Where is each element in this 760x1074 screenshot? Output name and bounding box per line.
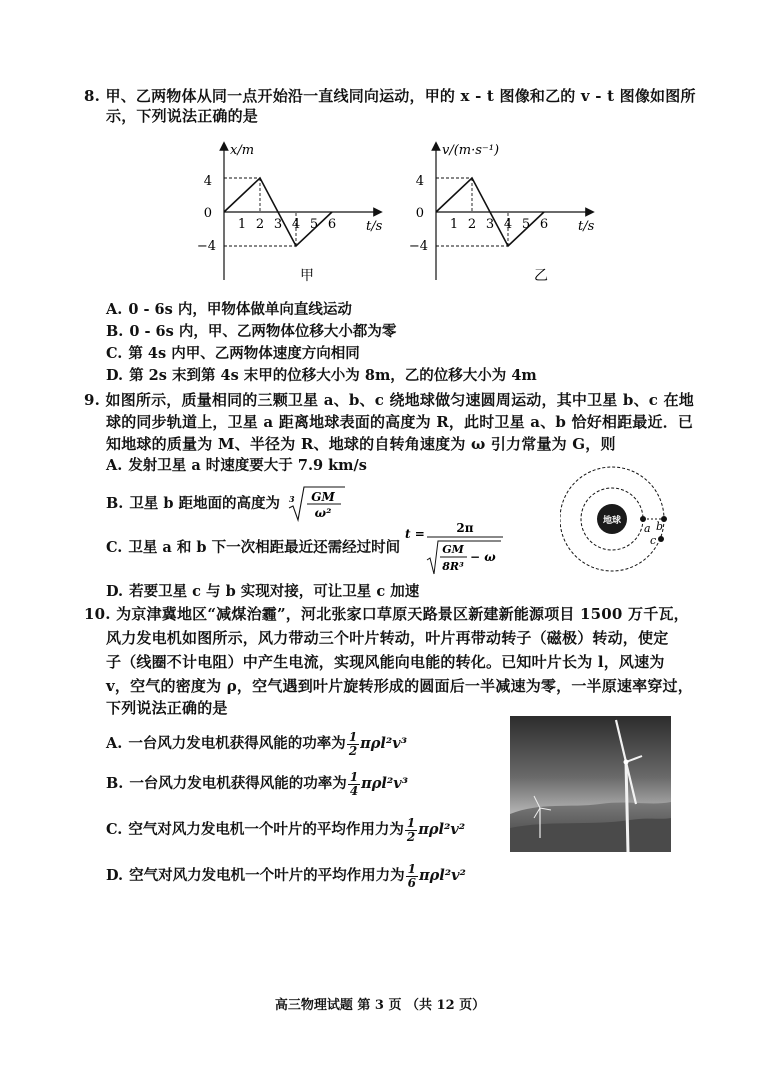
g2-xtick-2: 2 (467, 217, 477, 232)
q10-stem-line1 (84, 604, 689, 624)
q9-option-a-label: A. (106, 457, 123, 474)
q9-option-b-label: B. (106, 495, 124, 512)
q10-option-a-label: A. (106, 735, 123, 752)
q9-option-c-t-eq: t = (405, 527, 425, 541)
q9-option-a-text: 发射卫星 a 时速度要大于 7.9 km/s (128, 457, 367, 474)
g1-xtick-4: 4 (291, 217, 301, 232)
q9-option-c-text: 卫星 a 和 b 下一次相距最近还需经过时间 (128, 539, 401, 556)
q8-yi-caption: 乙 (534, 268, 548, 284)
q8-option-a-label: A. (106, 301, 123, 318)
q10-option-d[interactable] (106, 856, 466, 896)
g1-xtick-6: 6 (327, 217, 337, 232)
q9-option-c-inner-numer: GM (442, 543, 464, 556)
q8-option-a-text: 0 - 6s 内，甲物体做单向直线运动 (128, 301, 352, 318)
q8-yi-ytick-neg4: −4 (408, 239, 428, 254)
q10-number: 10. (84, 605, 111, 623)
g1-xtick-3: 3 (273, 217, 283, 232)
q9-stem-line3: 知地球的质量为 M、半径为 R、地球的自转角速度为 ω 引力常量为 G，则 (106, 435, 616, 453)
q8-jia-ytick-neg4: −4 (196, 239, 216, 254)
q9-option-d[interactable] (106, 582, 419, 602)
q9-option-c-minus: − ω (470, 550, 496, 564)
q9-option-b-root-index: 3 (289, 494, 295, 504)
q10-option-a[interactable] (106, 724, 407, 764)
q8-graph-jia (196, 140, 396, 290)
q8-jia-ytick-4: 4 (203, 174, 212, 189)
q9-stem-line1 (84, 390, 694, 410)
q9-option-b-cuberoot (285, 484, 349, 524)
q10-option-c[interactable] (106, 810, 465, 850)
q8-stem-line1 (84, 86, 696, 106)
q10-option-a-num: 1 (348, 729, 358, 744)
q9-option-b-denom: ω² (314, 506, 332, 520)
q9-sat-b-label: b (656, 520, 664, 533)
q10-option-d-expr: πρl²v² (418, 867, 466, 884)
q8-option-b-label: B. (106, 323, 124, 340)
q10-option-b-frac (348, 771, 360, 798)
q10-stem-line2: 风力发电机如图所示，风力带动三个叶片转动，叶片再带动转子（磁极）转动，使定 (106, 629, 669, 647)
g2-xtick-5: 5 (521, 217, 531, 232)
q10-option-c-num: 1 (406, 815, 416, 830)
q10-option-d-text: 空气对风力发电机一个叶片的平均作用力为 (129, 867, 405, 884)
q9-option-b[interactable] (106, 484, 349, 524)
q8-option-d[interactable] (106, 366, 537, 386)
q8-option-c-label: C. (106, 345, 123, 362)
page-footer: 高三物理试题 第 3 页 （共 12 页） (274, 998, 486, 1013)
g2-xtick-3: 3 (485, 217, 495, 232)
q8-option-c-text: 第 4s 内甲、乙两物体速度方向相同 (128, 345, 360, 362)
q8-text-1: 甲、乙两物体从同一点开始沿一直线同向运动，甲的 x - t 图像和乙的 v - t 图像如图所 (105, 87, 696, 105)
q10-option-a-expr: πρl²v³ (360, 735, 408, 752)
q8-graph-yi (408, 140, 608, 290)
q9-orbit-diagram (560, 462, 700, 586)
q10-option-d-label: D. (106, 867, 124, 884)
q9-option-b-text: 卫星 b 距地面的高度为 (129, 495, 281, 512)
g1-xtick-2: 2 (255, 217, 265, 232)
q10-option-a-frac (347, 731, 359, 758)
q8-yi-ylabel: v/(m·s⁻¹) (442, 143, 500, 158)
g2-xtick-4: 4 (503, 217, 513, 232)
q8-option-b[interactable] (106, 322, 396, 342)
g2-xtick-6: 6 (539, 217, 549, 232)
q8-yi-xlabel: t/s (578, 219, 595, 234)
q8-jia-xlabel: t/s (366, 219, 383, 234)
q8-jia-caption: 甲 (300, 268, 314, 284)
q9-stem-line2: 球的同步轨道上，卫星 a 距离地球表面的高度为 R，此时卫星 a、b 恰好相距最近．已 (106, 413, 694, 431)
q10-option-c-frac (405, 817, 417, 844)
q9-option-c-inner-denom: 8R³ (442, 560, 464, 573)
g1-xtick-5: 5 (309, 217, 319, 232)
q8-option-c[interactable] (106, 344, 360, 364)
q8-yi-ytick-4: 4 (415, 174, 424, 189)
q8-option-d-text: 第 2s 末到第 4s 末甲的位移大小为 8m，乙的位移大小为 4m (129, 367, 537, 384)
q9-option-c-formula (405, 520, 505, 576)
q8-jia-ytick-0: 0 (203, 206, 212, 221)
q9-earth-label: 地球 (602, 516, 622, 526)
q10-option-b-num: 1 (349, 769, 359, 784)
q8-option-d-label: D. (106, 367, 124, 384)
q9-number: 9. (84, 391, 101, 409)
q10-option-b-expr: πρl²v³ (361, 775, 409, 792)
q9-sat-a-label: a (644, 522, 651, 535)
q9-option-c-label: C. (106, 539, 123, 556)
q8-number: 8. (84, 87, 101, 105)
q9-option-d-label: D. (106, 583, 124, 600)
q9-option-c-numer: 2π (456, 521, 474, 535)
g1-xtick-1: 1 (237, 217, 247, 232)
q10-option-c-expr: πρl²v² (418, 821, 466, 838)
q10-option-b-text: 一台风力发电机获得风能的功率为 (129, 775, 347, 792)
q8-yi-ytick-0: 0 (415, 206, 424, 221)
q10-option-d-num: 1 (407, 861, 416, 876)
q8-option-b-text: 0 - 6s 内，甲、乙两物体位移大小都为零 (129, 323, 397, 340)
q9-option-d-text: 若要卫星 c 与 b 实现对接，可让卫星 c 加速 (129, 583, 420, 600)
q10-stem-line3: 子（线圈不计电阻）中产生电流，实现风能向电能的转化。已知叶片长为 l，风速为 (106, 653, 665, 671)
q10-option-b-label: B. (106, 775, 124, 792)
q10-option-c-den: 2 (406, 829, 416, 844)
q9-option-c[interactable] (106, 520, 505, 576)
q10-option-a-den: 2 (348, 743, 358, 758)
q8-jia-ylabel: x/m (230, 143, 255, 158)
q8-option-a[interactable] (106, 300, 352, 320)
q9-satellite-c (658, 536, 664, 542)
q10-text-1: 为京津冀地区“减煤治霾”，河北张家口草原天路景区新建新能源项目 1500 万千瓦， (116, 605, 689, 623)
q10-stem-line5: 下列说法正确的是 (106, 699, 228, 717)
q10-option-b[interactable] (106, 764, 408, 804)
q9-option-b-numer: GM (311, 490, 335, 504)
q10-option-d-den: 6 (407, 875, 416, 890)
q9-option-a[interactable] (106, 456, 367, 476)
q10-stem-line4: v，空气的密度为 ρ，空气遇到叶片旋转形成的圆面后一半减速为零，一半原速率穿过， (106, 677, 693, 695)
g2-xtick-1: 1 (449, 217, 459, 232)
q9-sat-c-label: c (650, 534, 657, 547)
q10-option-a-text: 一台风力发电机获得风能的功率为 (128, 735, 346, 752)
q10-option-c-text: 空气对风力发电机一个叶片的平均作用力为 (128, 821, 404, 838)
q9-text-1: 如图所示，质量相同的三颗卫星 a、b、c 绕地球做匀速圆周运动，其中卫星 b、c 在地 (105, 391, 694, 409)
q10-option-b-den: 4 (349, 783, 359, 798)
q10-option-d-frac (406, 863, 418, 890)
wind-turbine-photo (510, 716, 671, 852)
q8-stem-line2: 示，下列说法正确的是 (106, 107, 259, 125)
q10-option-c-label: C. (106, 821, 123, 838)
